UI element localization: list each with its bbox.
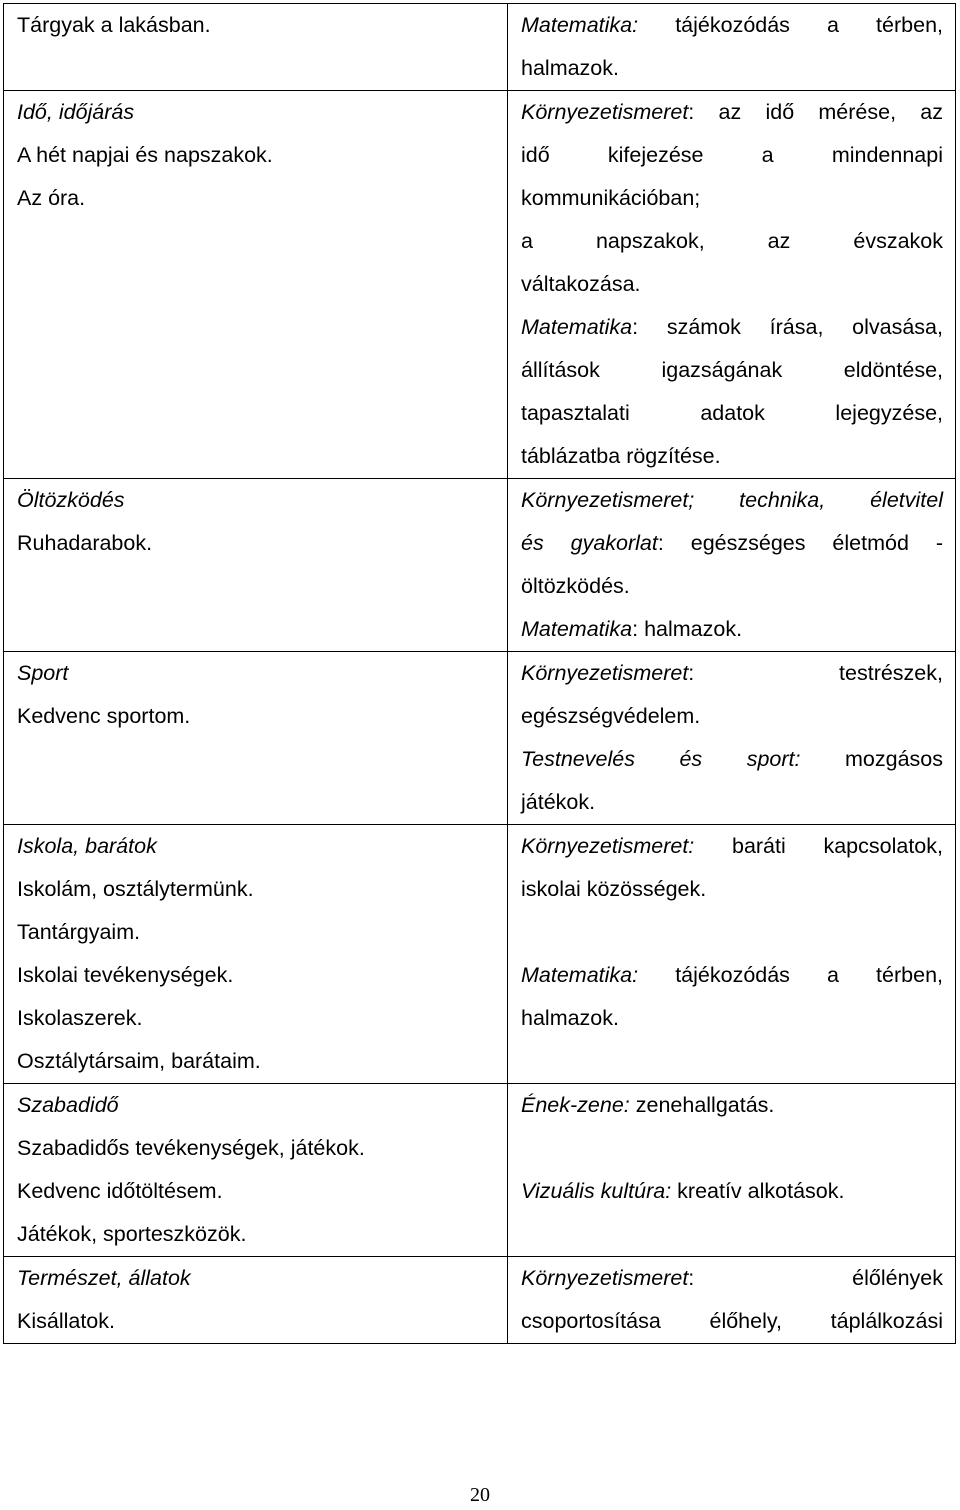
connection-line [521,306,943,349]
connection-text: zenehallgatás. [629,1093,775,1117]
connection-text: : élőlények [688,1266,943,1290]
connection-line [521,565,943,608]
topic-line: Kedvenc sportom. [17,704,191,728]
connection-line [521,435,943,478]
connection-line [521,781,943,824]
table-row [4,91,956,479]
subject-name: Környezetismeret [521,661,689,685]
connection-line [521,1300,943,1343]
subject-name: Vizuális kultúra: [521,1179,672,1203]
topic-line: Tárgyak a lakásban. [17,13,211,37]
topic-line: Játékok, sporteszközök. [17,1222,247,1246]
connection-text: : halmazok. [632,617,743,641]
topic-heading: Szabadidő [17,1093,119,1117]
connection-line [521,652,943,695]
curriculum-table-body [4,4,956,1344]
connection-text: mozgásos [800,747,943,771]
topic-heading: Sport [17,661,69,685]
connection-line [521,608,943,651]
connection-text: iskolai közösségek. [521,877,707,901]
connection-line [521,868,943,911]
connection-text: váltakozása. [521,272,641,296]
topic-cell [4,4,508,91]
connection-text: tájékozódás a térben, [638,13,943,37]
subject-name: Környezetismeret: [521,834,695,858]
connection-text: kreatív alkotások. [671,1179,845,1203]
table-row [4,652,956,825]
connection-text: : egészséges életmód - [657,531,943,555]
connection-line [521,997,943,1040]
table-row [4,825,956,1084]
connection-line [521,4,943,47]
connection-line [521,695,943,738]
connection-text: halmazok. [521,56,619,80]
subject-name: Testnevelés és sport: [521,747,801,771]
subject-name: Matematika: [521,13,639,37]
connection-text: a napszakok, az évszakok [521,229,943,253]
topic-line: Iskolám, osztálytermünk. [17,877,254,901]
connection-text: állítások igazságának eldöntése, [521,358,943,382]
topic-cell [4,825,508,1084]
connection-text: játékok. [521,790,596,814]
curriculum-table [3,3,956,1344]
connection-line [521,1257,943,1300]
subject-name: Környezetismeret [521,100,689,124]
topic-line: Az óra. [17,186,86,210]
connection-line [521,392,943,435]
topic-heading: Idő, időjárás [17,100,135,124]
connection-line [521,522,943,565]
topic-cell [4,91,508,479]
connection-line [521,954,943,997]
topic-line: Kedvenc időtöltésem. [17,1179,223,1203]
topic-heading: Iskola, barátok [17,834,157,858]
connection-cell [508,479,956,652]
topic-line: Iskolaszerek. [17,1006,143,1030]
connection-line [521,738,943,781]
connection-line [521,825,943,868]
spacer [521,911,943,954]
table-row [4,479,956,652]
topic-line: Osztálytársaim, barátaim. [17,1049,261,1073]
topic-line: Ruhadarabok. [17,531,153,555]
table-row [4,4,956,91]
subject-name: Környezetismeret [521,1266,689,1290]
connection-text: tájékozódás a térben, [638,963,943,987]
topic-heading: Természet, állatok [17,1266,191,1290]
table-row [4,1084,956,1257]
table-row [4,1257,956,1344]
topic-heading: Öltözködés [17,488,125,512]
spacer [521,1127,943,1170]
connection-line [521,1084,943,1127]
connection-text: tapasztalati adatok lejegyzése, [521,401,943,425]
topic-line: Szabadidős tevékenységek, játékok. [17,1136,365,1160]
connection-text: baráti kapcsolatok, [694,834,943,858]
connection-text: kommunikációban; [521,186,701,210]
connection-text: csoportosítása élőhely, táplálkozási [521,1309,943,1333]
connection-text: táblázatba rögzítése. [521,444,721,468]
connection-text: : az idő mérése, az [688,100,943,124]
page-number: 20 [470,1484,490,1506]
connection-cell [508,91,956,479]
topic-cell [4,479,508,652]
subject-name: Matematika: [521,963,639,987]
subject-name: Ének-zene: [521,1093,630,1117]
connection-line [521,1170,943,1213]
topic-cell [4,1084,508,1257]
subject-name: és gyakorlat [521,531,658,555]
subject-name: Matematika [521,617,633,641]
connection-text: öltözködés. [521,574,630,598]
topic-line: A hét napjai és napszakok. [17,143,273,167]
topic-line: Tantárgyaim. [17,920,141,944]
connection-text: idő kifejezése a mindennapi [521,143,943,167]
connection-line [521,91,943,134]
topic-cell [4,1257,508,1344]
connection-cell [508,1257,956,1344]
connection-line [521,134,943,177]
topic-line: Kisállatok. [17,1309,115,1333]
connection-text: halmazok. [521,1006,619,1030]
topic-cell [4,652,508,825]
connection-line [521,177,943,220]
connection-line [521,349,943,392]
topic-line: Iskolai tevékenységek. [17,963,234,987]
connection-cell [508,1084,956,1257]
connection-cell [508,652,956,825]
connection-text: : számok írása, olvasása, [632,315,943,339]
connection-text: egészségvédelem. [521,704,701,728]
connection-line [521,263,943,306]
connection-cell [508,825,956,1084]
connection-line [521,47,943,90]
subject-name: Matematika [521,315,633,339]
subject-name: Környezetismeret; technika, életvitel [521,488,943,512]
connection-text: : testrészek, [688,661,943,685]
connection-cell [508,4,956,91]
connection-line [521,220,943,263]
connection-line [521,479,943,522]
